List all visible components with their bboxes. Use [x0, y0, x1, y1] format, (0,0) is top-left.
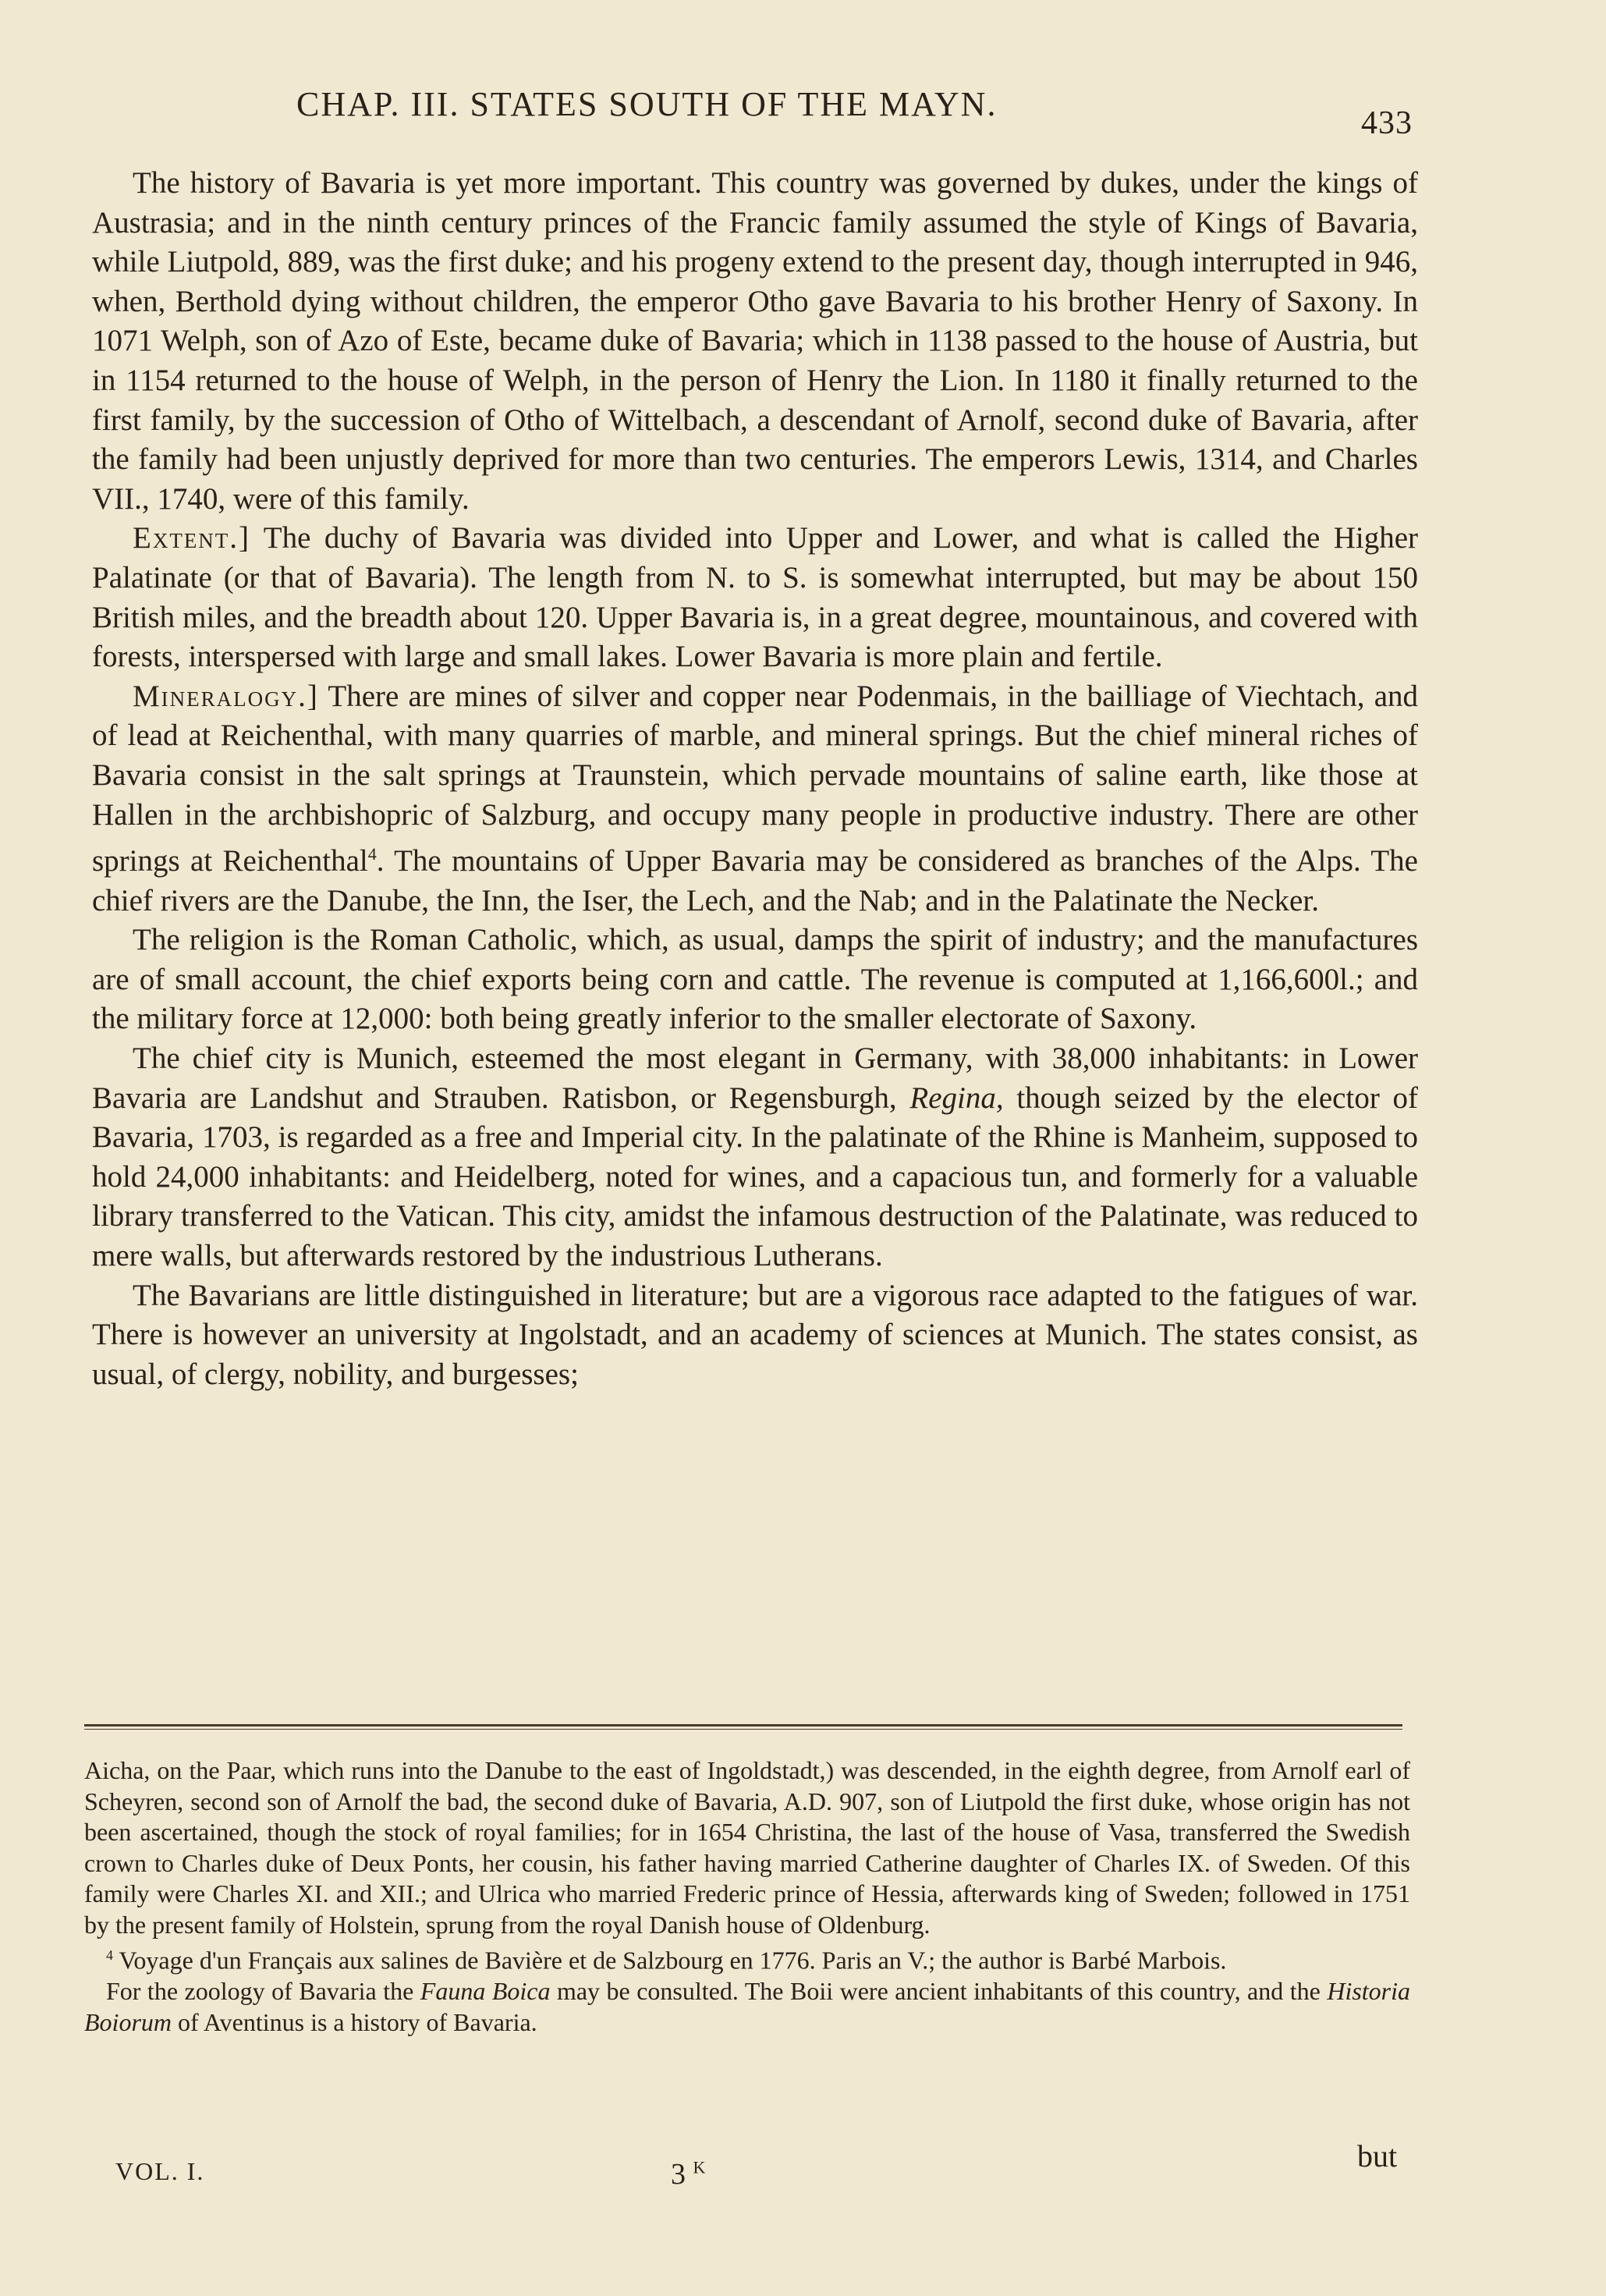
footnote-continued: Aicha, on the Paar, which runs into the Danube to the east of Ingoldstadt,) was descended, in the eighth degree, from Arnolf earl of Scheyren, second son of Arnolf the bad, the second duke of Bavaria, A.D. 907, son of Liutpold the first duke, whose origin has not been ascertained, though the stock of royal families; for in 1654 Christina, the last of the house of Vasa, transferred the Swedish crown to Charles duke of Deux Ponts, her cousin, his father having married Catherine daughter of Charles IX. of Sweden. Of this family were Charles XI. and XII.; and Ulrica who married Frederic prince of Hessia, afterwards king of Sweden; followed in 1751 by the present family of Holstein, sprung from the royal Danish house of Oldenburg. — [84, 1756, 1410, 1939]
signature-number: 3 — [671, 2158, 686, 2191]
page-number: 433 — [1361, 105, 1413, 141]
footnote-4 — [84, 1940, 1410, 1976]
footnote-rule — [84, 1724, 1402, 1726]
extent-text: The duchy of Bavaria was divided into Upper and Lower, and what is called the Higher Palatinate (or that of Bavaria). The length from N. to S. is somewhat interrupted, but may be about 150 British miles, and the breadth about 120. Upper Bavaria is, in a great degree, mountainous, and covered with forests, interspersed with large and small lakes. Lower Bavaria is more plain and fertile. — [92, 521, 1419, 674]
zoology-italic-fauna: Fauna Boica — [420, 1977, 551, 2006]
cities-text-b: though seized by the elector of Bavaria, 1703, is regarded as a free and Imperial city. In the palatinate of the Rhine is Manheim, supposed to hold 24,000 inhabitants: and Heidelberg, noted for wines, and a capacious tun, and formerly for a valuable library transferred to the Vatican. This city, amidst the infamous destruction of the Palatinate, was reduced to mere walls, but afterwards restored by the industrious Lutherans. — [92, 1081, 1419, 1273]
catchword: but — [1357, 2138, 1398, 2174]
footnote-mark-4: 4 — [106, 1947, 113, 1963]
signature-mark — [671, 2157, 705, 2191]
zoology-text-a: For the zoology of Bavaria the — [106, 1977, 414, 2006]
footnote-ref-4: 4 — [367, 844, 377, 864]
paragraph-religion: The religion is the Roman Catholic, which, as usual, damps the spirit of industry; and the manufactures are of small account, the chief exports being corn and cattle. The revenue is computed at 1,166,600l.; and the military force at 12,000: both being greatly inferior to the smaller electorate of Saxony. — [92, 923, 1418, 1036]
cities-italic-regina: Regina, — [909, 1081, 1004, 1115]
footnotes — [84, 1755, 1410, 2038]
paragraph-mineralogy — [92, 677, 1418, 921]
cities-text-a: The chief city is Munich, esteemed the most elegant in Germany, with 38,000 inhabitants: in Lower Bavaria are Landshut and Strauben. Ratisbon, or Regensburgh, — [92, 1042, 1418, 1115]
mineralogy-text-a: There are mines of silver and copper near Podenmais, in the bailliage of Viechtach, and of lead at Reichenthal, with many quarries of marble, and mineral springs. But the chief mineral riches of Bavaria consist in the salt springs at Traunstein, which pervade mountains of saline earth, like those at Hallen in the archbishopric of Salzburg, and occupy many people in productive industry. There are other springs at Reichenthal — [92, 679, 1419, 878]
volume-label: VOL. I. — [115, 2157, 205, 2185]
paragraph-history: The history of Bavaria is yet more important. This country was governed by dukes, under the kings of Austrasia; and in the ninth century princes of the Francic family assumed the style of Kings of Bavaria, while Liutpold, 889, was the first duke; and his progeny extend to the present day, though interrupted in 946, when, Berthold dying without children, the emperor Otho gave Bavaria to his brother Henry of Saxony. In 1071 Welph, son of Azo of Este, became duke of Bavaria; which in 1138 passed to the house of Austria, but in 1154 returned to the house of Welph, in the person of Henry the Lion. In 1180 it finally returned to the first family, by the succession of Otho of Wittelbach, a descendant of Arnolf, second duke of Bavaria, after the family had been unjustly deprived for more than two centuries. The emperors Lewis, 1314, and Charles VII., 1740, were of this family. — [92, 166, 1418, 516]
signature-letter: K — [693, 2157, 706, 2177]
running-title: CHAP. III. STATES SOUTH OF THE MAYN. — [296, 85, 998, 123]
mineralogy-text-b: . The mountains of Upper Bavaria may be considered as branches of the Alps. The chief rivers are the Danube, the Inn, the Iser, the Lech, and the Nab; and in the Palatinate the Necker. — [92, 844, 1418, 917]
footnote-4-text: Voyage d'un Français aux salines de Bavière et de Salzbourg en 1776. Paris an V.; the author is Barbé Marbois. — [119, 1946, 1227, 1975]
paragraph-literature: The Bavarians are little distinguished in literature; but are a vigorous race adapted to the fatigues of war. There is however an university at Ingolstadt, and an academy of sciences at Munich. The states consist, as usual, of clergy, nobility, and burgesses; — [92, 1278, 1418, 1391]
section-head-extent: Extent.] — [133, 521, 251, 555]
main-text — [92, 164, 1418, 1394]
page-header — [296, 84, 1544, 141]
footnote-zoology — [84, 1976, 1410, 2038]
paragraph-cities — [92, 1039, 1418, 1276]
section-head-mineralogy: Mineralogy.] — [133, 679, 319, 713]
footnote-rule-thin — [84, 1729, 1402, 1730]
paragraph-extent — [92, 519, 1418, 676]
zoology-italic-historia: Historia Boiorum — [84, 1977, 1411, 2036]
zoology-text-b: may be consulted. The Boii were ancient inhabitants of this country, and the — [556, 1977, 1321, 2006]
zoology-text-c: of Aventinus is a history of Bavaria. — [178, 2007, 537, 2036]
